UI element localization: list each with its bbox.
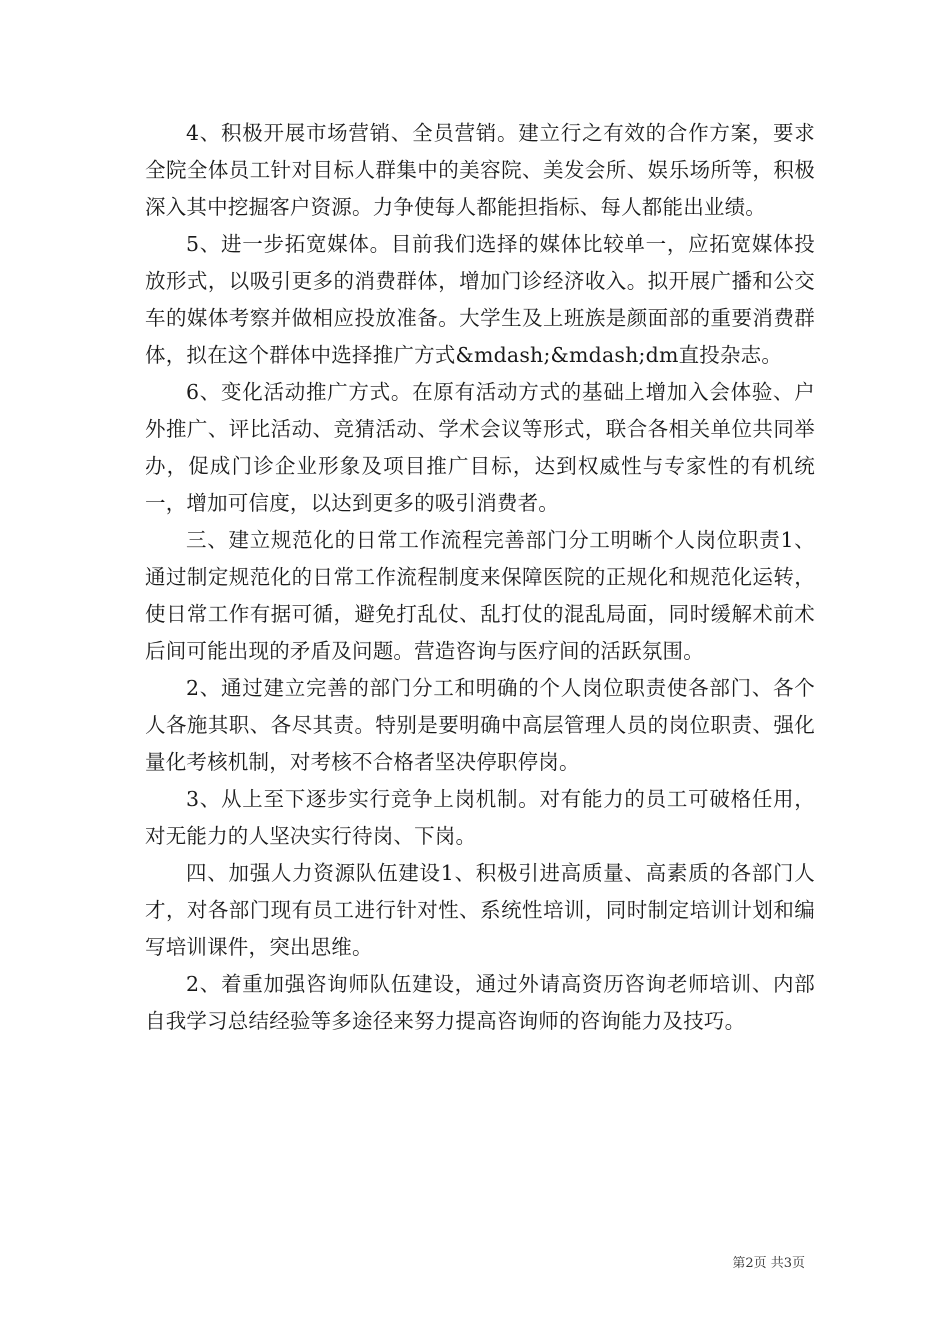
paragraph-competition: 3、从上至下逐步实行竞争上岗机制。对有能力的员工可破格任用，对无能力的人坚决实行待岗、下岗。	[145, 787, 815, 848]
paragraph-workflow: 三、建立规范化的日常工作流程完善部门分工明晰个人岗位职责1、通过制定规范化的日常工作流程制度来保障医院的正规化和规范化运转，使日常工作有据可循，避免打乱仗、乱打仗的混乱局面，同时缓解术前术后间可能出现的矛盾及问题。营造咨询与医疗间的活跃氛围。	[145, 528, 815, 663]
paragraph-marketing: 4、积极开展市场营销、全员营销。建立行之有效的合作方案，要求全院全体员工针对目标人群集中的美容院、美发会所、娱乐场所等，积极深入其中挖掘客户资源。力争使每人都能担指标、每人都能出业绩。	[145, 121, 815, 219]
paragraph-media: 5、进一步拓宽媒体。目前我们选择的媒体比较单一，应拓宽媒体投放形式，以吸引更多的消费群体，增加门诊经济收入。拟开展广播和公交车的媒体考察并做相应投放准备。大学生及上班族是颜面部的重要消费群体，拟在这个群体中选择推广方式&mdash;&mdash;dm直投杂志。	[145, 232, 815, 367]
paragraph-responsibilities: 2、通过建立完善的部门分工和明确的个人岗位职责使各部门、各个人各施其职、各尽其责。特别是要明确中高层管理人员的岗位职责、强化量化考核机制，对考核不合格者坚决停职停岗。	[145, 676, 815, 774]
paragraph-hr: 四、加强人力资源队伍建设1、积极引进高质量、高素质的各部门人才，对各部门现有员工进行针对性、系统性培训，同时制定培训计划和编写培训课件，突出思维。	[145, 861, 815, 959]
paragraph-consultants: 2、着重加强咨询师队伍建设，通过外请高资历咨询老师培训、内部自我学习总结经验等多途径来努力提高咨询师的咨询能力及技巧。	[145, 972, 815, 1033]
document-body	[145, 115, 815, 1040]
paragraph-promotion: 6、变化活动推广方式。在原有活动方式的基础上增加入会体验、户外推广、评比活动、竞猜活动、学术会议等形式，联合各相关单位共同举办，促成门诊企业形象及项目推广目标，达到权威性与专家性的有机统一，增加可信度，以达到更多的吸引消费者。	[145, 380, 815, 515]
page-number: 第2页 共3页	[732, 1256, 805, 1271]
